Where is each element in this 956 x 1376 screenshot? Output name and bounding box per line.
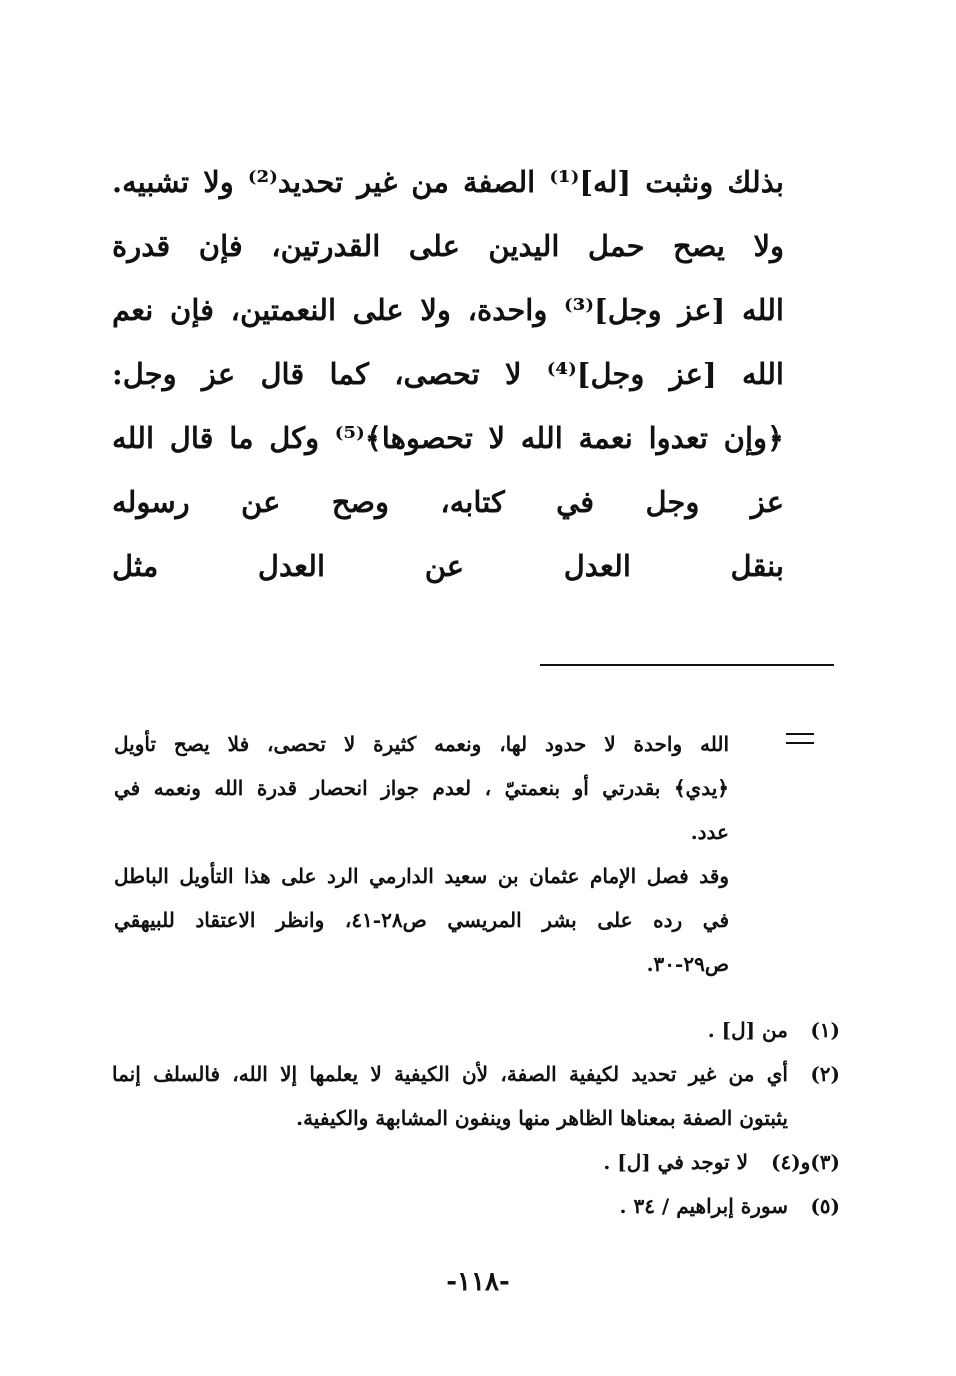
main-text-line: بذلك ونثبت [له]⁽¹⁾ الصفة من غير تحديد⁽²⁾ ولا تشبيه.: [112, 165, 784, 199]
footnote-separator: [540, 664, 834, 666]
footnote: [112, 1184, 840, 1228]
footnote-number: (١): [810, 1018, 840, 1042]
page-number: -١١٨-: [446, 1267, 510, 1297]
continued-footnote: [114, 722, 729, 986]
footnote-line: في رده على بشر المريسي ص٢٨-٤١، وانظر الاعتقاد للبيهقي: [114, 908, 729, 932]
footnote-line: أي من غير تحديد لكيفية الصفة، لأن الكيفية لا يعلمها إلا الله، فالسلف إنما: [112, 1062, 788, 1086]
footnote-number: (٢): [810, 1062, 840, 1086]
footnote-line: سورة إبراهيم / ٣٤ .: [619, 1194, 788, 1218]
footnote: [112, 1140, 840, 1184]
main-text: [112, 150, 784, 598]
footnote-line: وقد فصل الإمام عثمان بن سعيد الدارمي الرد على هذا التأويل الباطل: [114, 864, 729, 888]
footnote-number: (٣)و(٤): [770, 1150, 840, 1174]
main-text-line: ولا يصح حمل اليدين على القدرتين، فإن قدرة: [112, 229, 784, 263]
footnotes: [112, 1008, 840, 1228]
footnote-line: من [ل] .: [707, 1018, 788, 1042]
continuation-mark: [786, 733, 814, 744]
main-text-line: عز وجل في كتابه، وصح عن رسوله: [112, 485, 784, 519]
footnote-line: يثبتون الصفة بمعناها الظاهر منها وينفون المشابهة والكيفية.: [296, 1106, 788, 1130]
main-text-line: بنقل العدل عن العدل مثل: [112, 549, 784, 583]
footnote-line: ص٢٩-٣٠.: [646, 952, 729, 976]
footnote: [112, 1008, 840, 1052]
main-text-line: ﴿وإن تعدوا نعمة الله لا تحصوها﴾⁽⁵⁾ وكل ما قال الله: [112, 421, 784, 455]
footnote-line: لا توجد في [ل] .: [603, 1150, 748, 1174]
footnote-line: الله واحدة لا حدود لها، ونعمه كثيرة لا تحصى، فلا يصح تأويل: [114, 732, 729, 756]
footnote-line: ﴿يدي﴾ بقدرتي أو بنعمتيّ ، لعدم جواز انحصار قدرة الله ونعمه في: [114, 776, 729, 800]
footnote-line: عدد.: [690, 820, 729, 844]
main-text-line: الله [عز وجل]⁽³⁾ واحدة، ولا على النعمتين، فإن نعم: [112, 293, 784, 327]
footnote: [112, 1052, 840, 1140]
footnote-number: (٥): [810, 1194, 840, 1218]
main-text-line: الله [عز وجل]⁽⁴⁾ لا تحصى، كما قال عز وجل:: [112, 357, 784, 391]
